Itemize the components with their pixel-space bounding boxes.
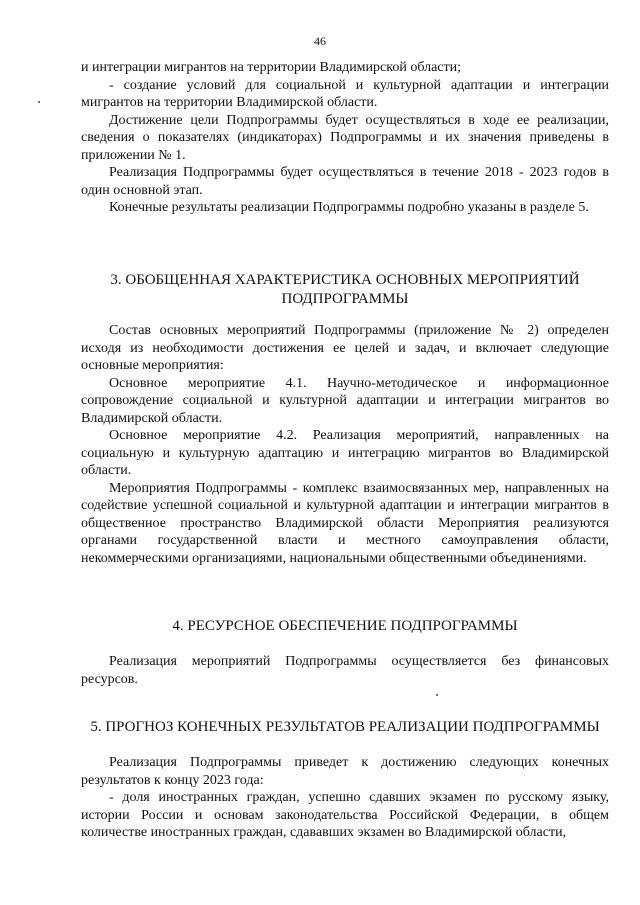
paragraph: Достижение цели Подпрограммы будет осуществляться в ходе ее реализации, сведения о показателях (индикаторах) Подпрограммы и их значения приведены в приложении № 1. xyxy=(81,112,609,163)
scan-speck xyxy=(38,101,40,103)
paragraph: Конечные результаты реализации Подпрограммы подробно указаны в разделе 5. xyxy=(109,200,589,215)
section-3-text xyxy=(81,322,609,567)
paragraph: Состав основных мероприятий Подпрограммы (приложение № 2) определен исходя из необходимости достижения ее целей и задач, и включает следующие основные мероприятия: xyxy=(81,323,609,373)
paragraph: Мероприятия Подпрограммы - комплекс взаимосвязанных мер, направленных на содействие успешной социальной и культурной адаптации и интеграции мигрантов в общественное пространство Владимирской области Мероприятия реализуются органами государственной власти и местного самоуправления области, некоммерческими организациями, национальными общественными объединениями. xyxy=(81,480,609,566)
section-5-text xyxy=(81,754,609,842)
paragraph: Реализация мероприятий Подпрограммы осуществляется без финансовых ресурсов. xyxy=(81,654,609,687)
scan-speck xyxy=(436,694,438,696)
section-4-text xyxy=(81,653,609,688)
paragraph: - создание условий для социальной и культурной адаптации и интеграции мигрантов на территории Владимирской области. xyxy=(81,77,609,110)
intro-text xyxy=(81,59,609,217)
paragraph: и интеграции мигрантов на территории Владимирской области; xyxy=(81,60,462,75)
paragraph: Реализация Подпрограммы будет осуществляться в течение 2018 - 2023 годов в один основной этап. xyxy=(81,165,609,198)
paragraph: Основное мероприятие 4.2. Реализация мероприятий, направленных на социальную и культурную адаптацию и интеграцию мигрантов во Владимирской области. xyxy=(81,428,609,478)
paragraph: Реализация Подпрограммы приведет к достижению следующих конечных результатов к концу 2023 года: xyxy=(81,755,609,788)
page-number: 46 xyxy=(314,34,326,48)
paragraph: - доля иностранных граждан, успешно сдавших экзамен по русскому языку, истории России и основам законодательства Российской Федерации, в общем количестве иностранных граждан, сдававших экзамен во Владимирской области, xyxy=(81,790,609,840)
paragraph: Основное мероприятие 4.1. Научно-методическое и информационное сопровождение социальной и культурной адаптации и интеграции мигрантов во Владимирской области. xyxy=(81,375,609,426)
section-5-heading: 5. ПРОГНОЗ КОНЕЧНЫХ РЕЗУЛЬТАТОВ РЕАЛИЗАЦИИ ПОДПРОГРАММЫ xyxy=(90,719,600,735)
section-4-heading: 4. РЕСУРСНОЕ ОБЕСПЕЧЕНИЕ ПОДПРОГРАММЫ xyxy=(172,618,518,634)
section-3-heading: 3. ОБОБЩЕННАЯ ХАРАКТЕРИСТИКА ОСНОВНЫХ МЕРОПРИЯТИЙ ПОДПРОГРАММЫ xyxy=(110,272,580,307)
